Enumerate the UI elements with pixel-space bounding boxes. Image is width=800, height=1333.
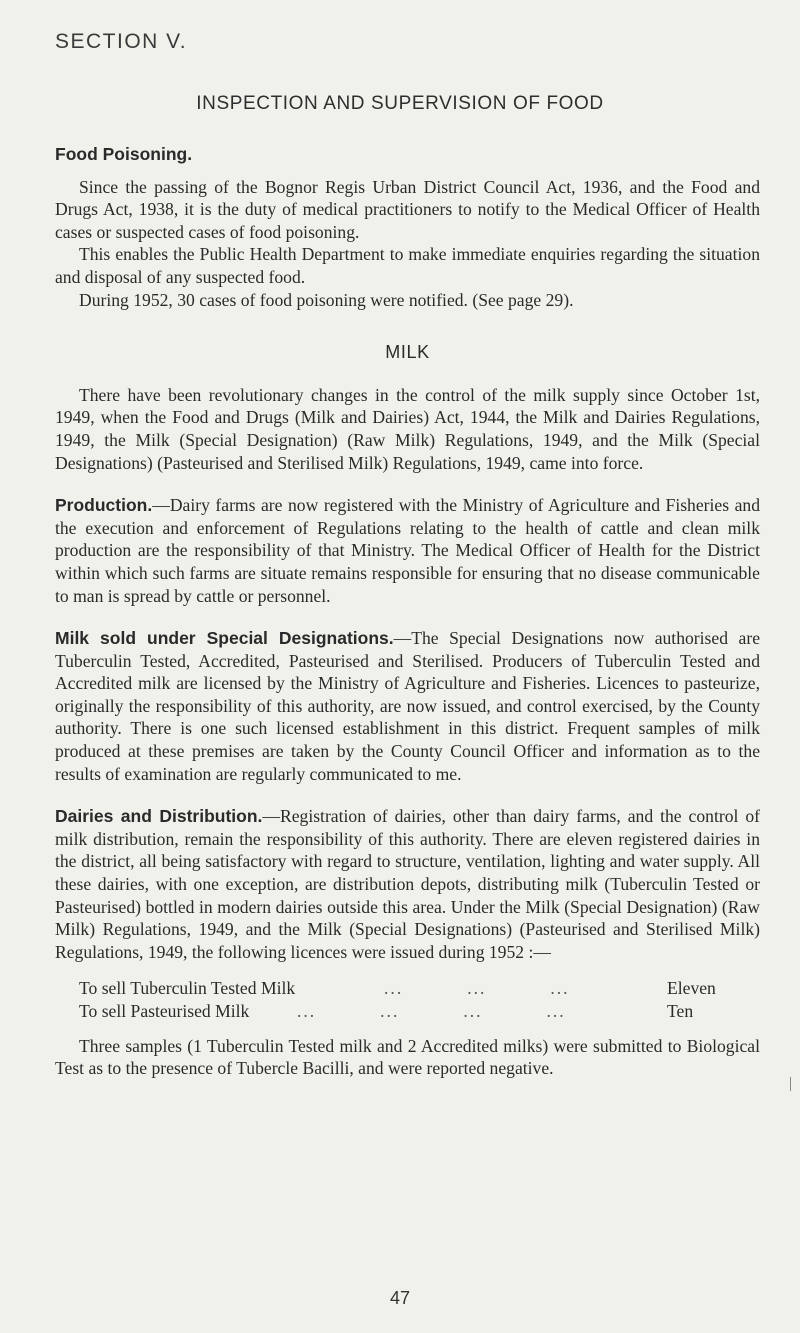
milk-intro-paragraph: There have been revolutionary changes in the control of the milk supply since October 1st, 1949, when the Food and Drugs (Milk and Dairies) Act, 1944, the Milk and Dairies Regulations, 1949, the Milk (Special Designation) (Raw Milk) Regulations, 1949, and the Milk (Special Designations) (Pasteurised and Sterilised Milk) Regulations, 1949, came into force. xyxy=(55,384,760,473)
margin-mark xyxy=(790,1077,791,1091)
dairies-heading: Dairies and Distribution. xyxy=(55,806,263,827)
dairies-text: —Registration of dairies, other than dairy farms, and the control of milk distribution, remain the responsibility of this authority. There are eleven registered dairies in the district, all being satisfactory with regard to structure, ventilation, lighting and water supply. All these dairies, with one exception, are distribution depots, distributing milk (Tuberculin Tested or Pasteurised) bottled in modern dairies outside this area. Under the Milk (Special Designation) (Raw Milk) Regulations, 1949, and the Milk (Special Designations) (Pasteurised and Sterilised Milk) Regulations, 1949, the following licences were issued during 1952 :— xyxy=(55,806,761,962)
body-content xyxy=(55,143,760,1080)
licence-label: To sell Pasteurised Milk ... ... ... ... xyxy=(79,1001,566,1021)
section-label: SECTION V. xyxy=(55,30,188,53)
licences-list xyxy=(79,977,737,1022)
page-number: 47 xyxy=(389,1288,411,1308)
special-designations-paragraph xyxy=(55,627,760,785)
page-title: INSPECTION AND SUPERVISION OF FOOD xyxy=(196,93,604,114)
production-paragraph xyxy=(55,494,760,607)
samples-paragraph: Three samples (1 Tuberculin Tested milk and 2 Accredited milks) were submitted to Biological Test as to the presence of Tubercle Bacilli, and were reported negative. xyxy=(55,1035,760,1079)
licence-value: Eleven xyxy=(667,978,716,999)
dairies-paragraph xyxy=(55,805,760,963)
licence-row xyxy=(79,977,737,1000)
food-poisoning-paragraph-2: This enables the Public Health Department to make immediate enquiries regarding the situation and disposal of any suspected food. xyxy=(55,244,760,287)
production-heading: Production. xyxy=(55,495,153,516)
milk-heading: MILK xyxy=(385,342,430,363)
food-poisoning-heading: Food Poisoning. xyxy=(55,144,193,164)
licence-label: To sell Tuberculin Tested Milk ... ... ... xyxy=(79,978,570,999)
production-text: —Dairy farms are now registered with the Ministry of Agriculture and Fisheries and the execution and enforcement of Regulations relating to the health of cattle and clean milk production are the responsibility of that Ministry. The Medical Officer of Health for the District within which such farms are situate remains responsible for ensuring that no disease communicable to man is spread by cattle or personnel. xyxy=(55,495,760,606)
food-poisoning-paragraph-1: Since the passing of the Bognor Regis Urban District Council Act, 1936, and the Food and Drugs Act, 1938, it is the duty of medical practitioners to notify to the Medical Officer of Health cases or suspected cases of food poisoning. xyxy=(55,176,760,242)
special-designations-text: —The Special Designations now authorised are Tuberculin Tested, Accredited, Pasteurised and Sterilised. Producers of Tuberculin Tested and Accredited milk are licensed by the Ministry of Agriculture and Fisheries. Licences to pasteurize, originally the responsibility of this authority, are now issued, and control exercised, by the County authority. There is one such licensed establishment in this district. Frequent samples of milk produced at these premises are taken by the County Council Officer and information as to the results of examination are regularly communicated to me. xyxy=(55,628,760,784)
licence-row xyxy=(79,1000,737,1023)
special-designations-heading: Milk sold under Special Designations. xyxy=(55,628,394,649)
licence-value: Ten xyxy=(667,1001,694,1021)
food-poisoning-paragraph-3: During 1952, 30 cases of food poisoning were notified. (See page 29). xyxy=(79,289,574,310)
